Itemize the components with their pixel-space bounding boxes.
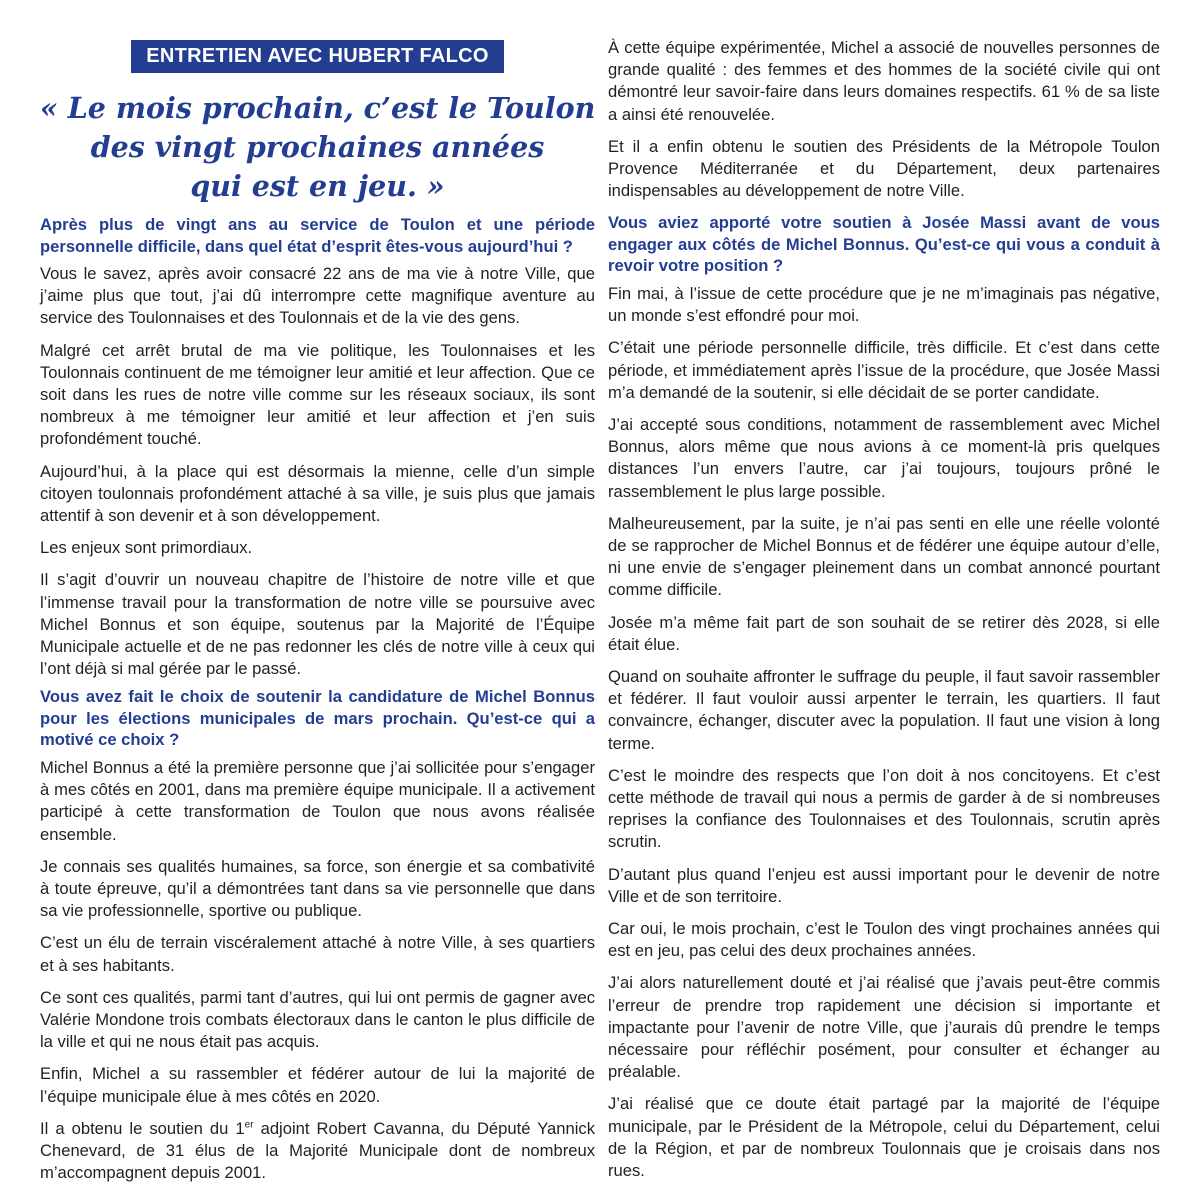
answer-paragraph: C’est un élu de terrain viscéralement attaché à notre Ville, à ses quartiers et à ses habitants. — [40, 933, 595, 975]
answer-paragraph: Malheureusement, par la suite, je n’ai pas senti en elle une réelle volonté de se rapprocher de Michel Bonnus et de fédérer une équipe autour d’elle, ni une envie de s’engager pleinement dans un combat annoncé pourtant comme difficile. — [608, 513, 1160, 600]
answer-paragraph: À cette équipe expérimentée, Michel a associé de nouvelles personnes de grande qualité : des femmes et des hommes de la société civile qui ont démontré leur savoir-faire dans leurs domaines respectifs. 61 % de sa liste a ainsi été renouvelée. — [608, 38, 1160, 124]
answer-paragraph: Vous le savez, après avoir consacré 22 ans de ma vie à notre Ville, que j’aime plus que tout, j’ai dû interrompre cette magnifique aventure au service des Toulonnaises et des Toulonnais et de la vie des gens. — [40, 264, 595, 328]
answer-paragraph: Et il a enfin obtenu le soutien des Présidents de la Métropole Toulon Provence Méditerranée et du Département, deux partenaires indispensables au développement de notre Ville. — [608, 136, 1160, 201]
answer-paragraph: D’autant plus quand l’enjeu est aussi important pour le devenir de notre Ville et de son territoire. — [608, 864, 1160, 906]
question-2: Vous avez fait le choix de soutenir la candidature de Michel Bonnus pour les élections municipales de mars prochain. Qu’est-ce qui a motivé ce choix ? — [40, 687, 595, 750]
answer-paragraph: Enfin, Michel a su rassembler et fédérer autour de lui la majorité de l’équipe municipale élue à mes côtés en 2020. — [40, 1064, 595, 1106]
answer-paragraph: J’ai alors naturellement douté et j’ai réalisé que j’avais peut-être commis l’erreur de prendre trop rapidement une décision si importante et impactante pour l’avenir de notre Ville, que j’aurais dû prendre le temps nécessaire pour réfléchir posément, pour consulter et échanger au préalable. — [608, 973, 1160, 1082]
answer-paragraph: Quand on souhaite affronter le suffrage du peuple, il faut savoir rassembler et fédérer. Il faut vouloir aussi arpenter le terrain, les quartiers. Il faut convaincre, échanger, discuter avec la population. Il faut une vision à long terme. — [608, 666, 1160, 753]
headline-line: qui est en jeu. » — [190, 169, 445, 203]
answer-paragraph: Il s’agit d’ouvrir un nouveau chapitre de l’histoire de notre ville et que l’immense travail pour la transformation de notre ville se poursuive avec Michel Bonnus et son équipe, soutenus par la Majorité de l’Équipe Municipale actuelle et de ne pas redonner les clés de notre ville à ceux qui l’ont déjà si mal gérée par le passé. — [40, 570, 595, 679]
answer-paragraph: C’était une période personnelle difficile, très difficile. Et c’est dans cette période, et immédiatement après l’issue de la procédure, que Josée Massi m’a demandé de la soutenir, si elle décidait de se porter candidate. — [608, 338, 1160, 402]
answer-paragraph — [40, 1118, 595, 1185]
answer-text: Il a obtenu le soutien du 1 — [40, 1118, 245, 1138]
right-column — [608, 40, 1160, 1192]
answer-paragraph: Aujourd’hui, à la place qui est désormais la mienne, celle d’un simple citoyen toulonnais profondément attaché à sa ville, je suis plus que jamais attentif à son devenir et à son développement. — [40, 461, 595, 526]
interview-tag: ENTRETIEN AVEC HUBERT FALCO — [131, 40, 504, 73]
headline-line: des vingt prochaines années — [90, 130, 545, 164]
ordinal-superscript: er — [244, 1119, 254, 1131]
headline — [40, 89, 595, 206]
left-column — [40, 40, 595, 1194]
answer-paragraph: Josée m’a même fait part de son souhait de se retirer dès 2028, si elle était élue. — [608, 612, 1160, 654]
question-3: Vous aviez apporté votre soutien à Josée Massi avant de vous engager aux côtés de Michel Bonnus. Qu’est-ce qui vous a conduit à revoir votre position ? — [608, 213, 1160, 276]
answer-text: adjoint Robert Cavanna, du Député Yannick Chenevard, de 31 élus de la Majorité Municipale dont de nombreux m’accompagnent depuis 2001. — [40, 1118, 595, 1183]
answer-paragraph: C’est le moindre des respects que l’on doit à nos concitoyens. Et c’est cette méthode de travail qui nous a permis de garder à de si nombreuses reprises la confiance des Toulonnaises et des Toulonnais, scrutin après scrutin. — [608, 765, 1160, 852]
answer-paragraph: Malgré cet arrêt brutal de ma vie politique, les Toulonnaises et les Toulonnais continuent de me témoigner leur amitié et leur affection. Que ce soit dans les rues de notre ville comme sur les réseaux sociaux, ils sont nombreux à me témoigner leur amitié et leur affection et j’en suis profondément touché. — [40, 340, 595, 449]
answer-paragraph: Je connais ses qualités humaines, sa force, son énergie et sa combativité à toute épreuve, qu’il a démontrées tant dans sa vie personnelle que dans sa vie professionnelle, sportive ou publique. — [40, 856, 595, 921]
answer-paragraph: Les enjeux sont primordiaux. — [40, 538, 253, 558]
answer-paragraph: Ce sont ces qualités, parmi tant d’autres, qui lui ont permis de gagner avec Valérie Mondone trois combats électoraux dans le canton le plus difficile de la ville et qui ne nous était pas acquis. — [40, 987, 595, 1052]
answer-paragraph: Fin mai, à l’issue de cette procédure que je ne m’imaginais pas négative, un monde s’est effondré pour moi. — [608, 283, 1160, 326]
question-1: Après plus de vingt ans au service de Toulon et une période personnelle difficile, dans quel état d’esprit êtes-vous aujourd’hui ? — [40, 215, 595, 256]
answer-paragraph: J’ai réalisé que ce doute était partagé par la majorité de l’équipe municipale, par le Président de la Métropole, celui du Département, celui de la Région, et par de nombreux Toulonnais que je croisais dans nos rues. — [608, 1094, 1160, 1181]
headline-line: « Le mois prochain, c’est le Toulon — [40, 91, 596, 125]
answer-paragraph: Michel Bonnus a été la première personne que j’ai sollicitée pour s’engager à mes côtés en 2001, dans ma première équipe municipale. Il a activement participé à cette transformation de Toulon que nous avons réalisée ensemble. — [40, 757, 595, 844]
answer-paragraph: J’ai accepté sous conditions, notamment de rassemblement avec Michel Bonnus, alors même que nous avions à ce moment-là pris quelques distances l’un envers l’autre, car j’ai toujours, toujours prôné le rassemblement le plus large possible. — [608, 414, 1160, 501]
answer-paragraph: Car oui, le mois prochain, c’est le Toulon des vingt prochaines années qui est en jeu, pas celui des deux prochaines années. — [608, 919, 1160, 961]
